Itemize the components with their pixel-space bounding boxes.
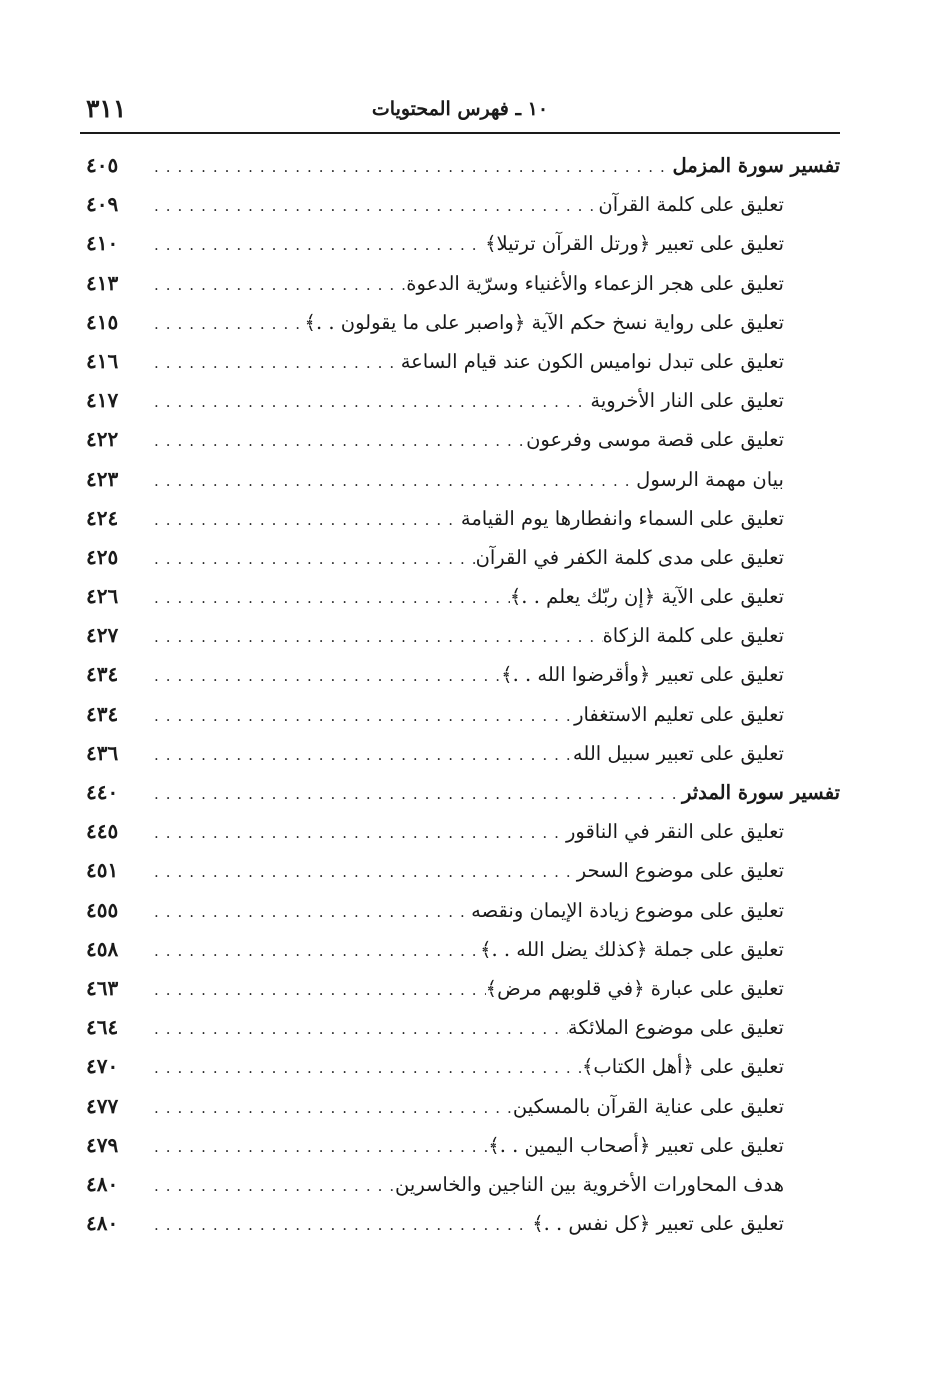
entry-title: تعليق على عبارة ﴿في قلوبهم مرض﴾ [485, 976, 784, 1000]
toc-entry-row [80, 969, 840, 1008]
entry-page-number: ٤٢٥ [86, 544, 119, 569]
toc-entry-row [80, 185, 840, 224]
dot-leader [140, 187, 598, 226]
section-title: تفسير سورة المدثر [681, 781, 840, 804]
entry-page-number: ٤٥١ [86, 858, 119, 883]
entry-title: تعليق على تبدل نواميس الكون عند قيام الساعة [400, 349, 784, 373]
entry-title: تعليق على تعبير ﴿كل نفس . .﴾ [532, 1212, 784, 1236]
entry-page-number: ٤٣٤ [86, 701, 119, 726]
toc-entry-row [80, 224, 840, 263]
section-title: تفسير سورة المزمل [672, 154, 840, 177]
entry-title: تعليق على كلمة القرآن [598, 193, 784, 217]
toc-entry-row [80, 538, 840, 577]
entry-page-number: ٤١٠ [86, 231, 119, 256]
dot-leader [140, 462, 636, 501]
dot-leader [140, 814, 566, 853]
toc-entry-row [80, 460, 840, 499]
toc-entry-row [80, 930, 840, 969]
dot-leader [140, 148, 672, 187]
entry-page-number: ٤١٦ [86, 348, 119, 373]
dot-leader [140, 775, 682, 814]
toc-entry-row [80, 1165, 840, 1204]
dot-leader [140, 1128, 488, 1167]
entry-page-number: ٤٦٤ [86, 1015, 119, 1040]
toc-entry-row [80, 1126, 840, 1165]
entry-page-number: ٤٥٥ [86, 897, 119, 922]
entry-title: بيان مهمة الرسول [636, 467, 784, 491]
dot-leader [140, 853, 577, 892]
entry-page-number: ٤٨٠ [86, 1211, 119, 1236]
entry-title: تعليق على رواية نسخ حكم الآية ﴿واصبر على ما يقولون . .﴾ [304, 310, 784, 334]
document-page [80, 92, 840, 1243]
entry-page-number: ٤٢٤ [86, 505, 119, 530]
toc-section-row [80, 146, 840, 185]
toc-entry-row [80, 891, 840, 930]
dot-leader [140, 893, 471, 932]
toc-entry-row [80, 499, 840, 538]
entry-title: تعليق على موضوع زيادة الإيمان ونقصه [471, 898, 784, 922]
dot-leader [140, 383, 590, 422]
entry-title: تعليق على تعبير سبيل الله [572, 741, 784, 765]
entry-page-number: ٤٣٤ [86, 662, 119, 687]
entry-page-number: ٤٢٣ [86, 466, 119, 491]
toc-entry-row [80, 616, 840, 655]
toc-entry-row [80, 342, 840, 381]
entry-title: تعليق على هجر الزعماء والأغنياء وسرّية الدعوة [406, 271, 784, 295]
dot-leader [140, 422, 526, 461]
dot-leader [140, 1010, 568, 1049]
dot-leader [140, 1049, 582, 1088]
entry-title: تعليق على تعبير ﴿ورتل القرآن ترتيلا﴾ [485, 232, 784, 256]
entry-title: تعليق على مدى كلمة الكفر في القرآن [475, 545, 784, 569]
entry-title: تعليق على تعبير ﴿وأقرضوا الله . .﴾ [501, 663, 784, 687]
entry-title: تعليق على موضوع الملائكة [567, 1016, 784, 1040]
entry-page-number: ٤٦٣ [86, 975, 119, 1000]
dot-leader [140, 618, 603, 657]
dot-leader [140, 697, 574, 736]
entry-page-number: ٤٧٠ [86, 1054, 119, 1079]
entry-page-number: ٤٠٥ [86, 153, 119, 177]
entry-title: تعليق على الآية ﴿إن ربّك يعلم . .﴾ [509, 585, 784, 609]
toc-entry-row [80, 734, 840, 773]
entry-title: تعليق على جملة ﴿كذلك يضل الله . .﴾ [480, 937, 784, 961]
toc-entry-row [80, 264, 840, 303]
table-of-contents [80, 146, 840, 1243]
dot-leader [140, 501, 461, 540]
running-header [80, 92, 840, 134]
entry-page-number: ٤٢٢ [86, 427, 119, 452]
entry-page-number: ٤١٧ [86, 388, 119, 413]
dot-leader [140, 736, 573, 775]
entry-page-number: ٤٧٧ [86, 1093, 119, 1118]
entry-title: تعليق على السماء وانفطارها يوم القيامة [460, 506, 784, 530]
entry-page-number: ٤٨٠ [86, 1171, 119, 1196]
entry-page-number: ٤١٣ [86, 270, 119, 295]
dot-leader [140, 579, 510, 618]
entry-page-number: ٤٤٥ [86, 819, 119, 844]
entry-title: تعليق على ﴿أهل الكتاب﴾ [581, 1055, 784, 1079]
dot-leader [140, 540, 476, 579]
entry-title: تعليق على النقر في الناقور [565, 820, 784, 844]
toc-entry-row [80, 695, 840, 734]
entry-title: تعليق على تعبير ﴿أصحاب اليمين . .﴾ [488, 1133, 784, 1157]
toc-entry-row [80, 1047, 840, 1086]
entry-title: تعليق على عناية القرآن بالمسكين [512, 1094, 784, 1118]
dot-leader [140, 305, 305, 344]
entry-title: تعليق على موضوع السحر [576, 859, 784, 883]
toc-entry-row [80, 812, 840, 851]
toc-entry-row [80, 420, 840, 459]
dot-leader [140, 1167, 395, 1206]
entry-page-number: ٤٥٨ [86, 936, 119, 961]
entry-title: تعليق على كلمة الزكاة [602, 624, 784, 648]
toc-section-row [80, 773, 840, 812]
entry-page-number: ٤٢٦ [86, 584, 119, 609]
entry-page-number: ٤٣٦ [86, 740, 119, 765]
dot-leader [140, 1089, 513, 1128]
entry-page-number: ٤١٥ [86, 309, 119, 334]
toc-entry-row [80, 1204, 840, 1243]
entry-title: تعليق على قصة موسى وفرعون [526, 428, 784, 452]
entry-page-number: ٤٧٩ [86, 1132, 119, 1157]
toc-entry-row [80, 1087, 840, 1126]
dot-leader [140, 657, 501, 696]
header-title: ١٠ ـ فهرس المحتويات [371, 98, 549, 120]
header-page-number: ٣١١ [86, 94, 127, 123]
dot-leader [140, 266, 406, 305]
dot-leader [140, 344, 401, 383]
dot-leader [140, 932, 480, 971]
entry-page-number: ٤٤٠ [86, 780, 119, 804]
entry-title: هدف المحاورات الأخروية بين الناجين والخاسرين [395, 1172, 784, 1196]
toc-entry-row [80, 381, 840, 420]
toc-entry-row [80, 851, 840, 890]
toc-entry-row [80, 1008, 840, 1047]
entry-title: تعليق على تعليم الاستغفار [574, 702, 784, 726]
entry-page-number: ٤٢٧ [86, 623, 119, 648]
entry-page-number: ٤٠٩ [86, 192, 119, 217]
entry-title: تعليق على النار الأخروية [590, 389, 784, 413]
dot-leader [140, 226, 485, 265]
dot-leader [140, 971, 486, 1010]
dot-leader [140, 1206, 532, 1245]
toc-entry-row [80, 577, 840, 616]
toc-entry-row [80, 655, 840, 694]
toc-entry-row [80, 303, 840, 342]
